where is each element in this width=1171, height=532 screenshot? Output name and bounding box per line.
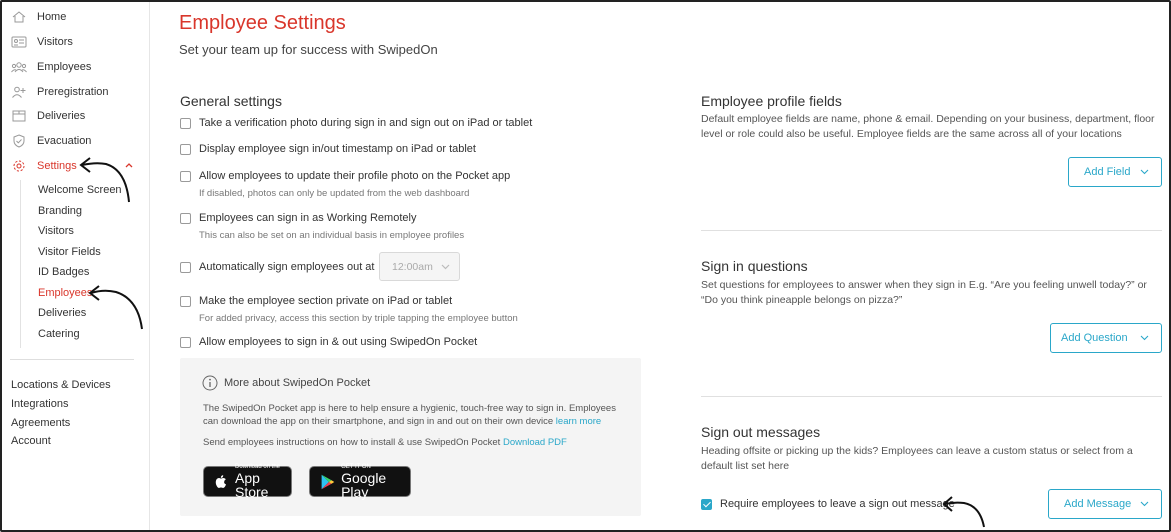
pocket-instructions-text: Send employees instructions on how to install & use SwipedOn Pocket — [203, 437, 501, 448]
box-icon — [10, 109, 28, 123]
checkbox[interactable] — [180, 262, 191, 273]
sign-out-messages-desc: Heading offsite or picking up the kids? Employees can leave a custom status or select from a default list set here — [701, 445, 1133, 472]
add-field-label: Add Field — [1084, 166, 1131, 178]
option-label: Allow employees to sign in & out using SwipedOn Pocket — [199, 336, 478, 348]
require-sign-out-message-label: Require employees to leave a sign out message — [720, 498, 955, 510]
sidebar-item-evacuation[interactable] — [10, 131, 91, 151]
require-sign-out-message-option[interactable] — [701, 497, 955, 512]
checkbox[interactable] — [180, 337, 191, 348]
option-private-section[interactable] — [180, 294, 452, 309]
google-play-small-text: GET IT ON — [341, 464, 371, 470]
sidebar-item-home[interactable] — [10, 7, 66, 27]
pocket-info-body: The SwipedOn Pocket app is here to help ensure a hygienic, touch-free way to sign in. Employees can download the app on their smartphone, and sign in and out on their own device — [203, 403, 616, 427]
checkbox[interactable] — [180, 171, 191, 182]
sidebar-item-label: Visitors — [37, 36, 73, 48]
learn-more-link[interactable]: learn more — [555, 416, 602, 427]
sidebar-sub-visitor-fields[interactable]: Visitor Fields — [38, 246, 101, 258]
option-display-timestamp[interactable] — [180, 142, 476, 157]
google-play-big-text: Google Play — [341, 470, 387, 500]
option-label: Take a verification photo during sign in and sign out on iPad or tablet — [199, 117, 533, 129]
sidebar-item-deliveries[interactable] — [10, 106, 85, 126]
sidebar-sub-catering[interactable]: Catering — [38, 328, 80, 340]
download-pdf-link[interactable]: Download PDF — [502, 437, 567, 448]
option-verification-photo[interactable] — [180, 116, 532, 131]
chevron-down-icon — [1140, 335, 1149, 341]
general-settings-title: General settings — [180, 93, 282, 109]
sidebar-item-label: Evacuation — [37, 135, 92, 147]
option-label: Make the employee section private on iPad or tablet — [199, 295, 453, 307]
checkbox[interactable] — [180, 118, 191, 129]
option-update-profile-photo[interactable] — [180, 169, 510, 184]
info-icon — [202, 375, 218, 391]
sidebar-item-employees[interactable] — [10, 57, 91, 77]
shield-icon — [10, 134, 28, 148]
sidebar-link-agreements[interactable]: Agreements — [11, 417, 71, 429]
apple-icon — [212, 472, 230, 492]
checkbox-checked[interactable] — [701, 499, 712, 510]
sidebar-link-locations-devices[interactable]: Locations & Devices — [11, 379, 111, 391]
section-divider — [701, 230, 1162, 231]
checkbox[interactable] — [180, 144, 191, 155]
sidebar-item-label: Home — [37, 11, 67, 23]
option-hint: This can also be set on an individual basis in employee profiles — [199, 230, 465, 241]
checkbox[interactable] — [180, 296, 191, 307]
sign-out-messages-title: Sign out messages — [701, 424, 821, 440]
chevron-down-icon — [1140, 169, 1149, 175]
sidebar-sub-welcome-screen[interactable]: Welcome Screen — [38, 184, 122, 196]
app-store-small-text: Download on the — [234, 464, 281, 470]
sidebar-item-settings[interactable] — [10, 156, 77, 176]
option-label: Employees can sign in as Working Remotely — [199, 212, 417, 224]
sidebar-sub-employees[interactable]: Employees — [38, 287, 93, 299]
option-auto-signout[interactable] — [180, 260, 374, 275]
option-label: Allow employees to update their profile photo on the Pocket app — [199, 170, 511, 182]
pocket-info-text — [203, 402, 633, 428]
home-icon — [10, 10, 28, 24]
id-card-icon — [10, 35, 28, 49]
chevron-up-icon[interactable] — [124, 160, 134, 170]
option-label: Display employee sign in/out timestamp on iPad or tablet — [199, 143, 476, 155]
sidebar-item-label: Deliveries — [37, 110, 86, 122]
sidebar-sub-id-badges[interactable]: ID Badges — [38, 266, 90, 278]
sidebar-sub-visitors[interactable]: Visitors — [38, 225, 74, 237]
people-icon — [10, 60, 28, 74]
sidebar-item-label: Employees — [37, 61, 92, 73]
option-working-remotely[interactable] — [180, 211, 416, 226]
option-hint: For added privacy, access this section by triple tapping the employee button — [199, 313, 518, 324]
profile-fields-desc: Default employee fields are name, phone & email. Depending on your business, department, floor level or role could also be useful. Employee fields are the same across all of your locations — [701, 113, 1155, 140]
add-message-button[interactable] — [1048, 489, 1162, 519]
submenu-guide-line — [20, 180, 21, 348]
chevron-down-icon — [441, 263, 450, 270]
chevron-down-icon — [1140, 501, 1149, 507]
sign-in-questions-title: Sign in questions — [701, 258, 808, 274]
option-label: Automatically sign employees out at — [199, 261, 375, 273]
pocket-info-title: More about SwipedOn Pocket — [224, 377, 371, 389]
sidebar-link-account[interactable]: Account — [11, 435, 51, 447]
gear-icon — [10, 159, 28, 173]
sidebar-item-label: Preregistration — [37, 86, 109, 98]
option-hint: If disabled, photos can only be updated from the web dashboard — [199, 188, 470, 199]
add-question-label: Add Question — [1061, 332, 1128, 344]
auto-signout-time-select[interactable] — [379, 252, 460, 281]
sidebar-sub-deliveries[interactable]: Deliveries — [38, 307, 87, 319]
sidebar-item-visitors[interactable] — [10, 32, 73, 52]
page-subtitle: Set your team up for success with SwipedOn — [179, 42, 438, 57]
sidebar — [2, 2, 150, 530]
time-select-value: 12:00am — [392, 260, 433, 273]
pocket-instructions — [203, 437, 567, 448]
profile-fields-title: Employee profile fields — [701, 93, 842, 109]
sidebar-item-label: Settings — [37, 160, 77, 172]
google-play-icon — [318, 472, 336, 492]
sidebar-item-preregistration[interactable] — [10, 82, 109, 102]
sidebar-sub-branding[interactable]: Branding — [38, 205, 83, 217]
add-user-icon — [10, 85, 28, 99]
app-store-big-text: App Store — [234, 470, 269, 500]
page-title: Employee Settings — [179, 12, 346, 34]
add-field-button[interactable] — [1068, 157, 1162, 187]
checkbox[interactable] — [180, 213, 191, 224]
app-store-badge[interactable] — [203, 464, 292, 500]
sidebar-link-integrations[interactable]: Integrations — [11, 398, 69, 410]
option-pocket-sign-in[interactable] — [180, 335, 477, 350]
sidebar-divider — [10, 359, 134, 360]
add-question-button[interactable] — [1050, 323, 1162, 353]
section-divider — [701, 396, 1162, 397]
add-message-label: Add Message — [1064, 498, 1132, 510]
sign-in-questions-desc: Set questions for employees to answer when they sign in E.g. “Are you feeling unwell today?” or “Do you think pineapple belongs on pizza?” — [701, 279, 1147, 306]
google-play-badge[interactable] — [309, 464, 411, 500]
